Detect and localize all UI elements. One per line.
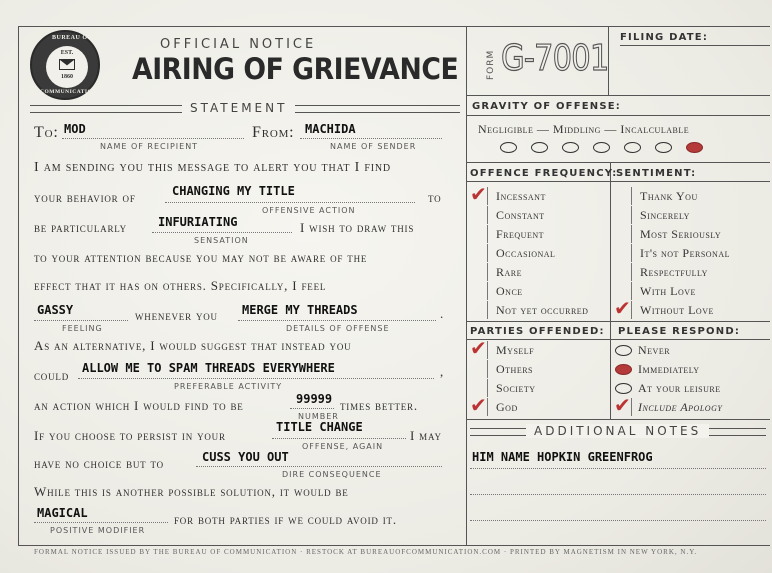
parties-option-label: Society bbox=[496, 381, 536, 395]
filing-date-label: FILING DATE: bbox=[620, 32, 709, 43]
frequency-checkbox-4[interactable] bbox=[468, 244, 488, 262]
frequency-option-label: Frequent bbox=[496, 227, 545, 241]
preferable-activity-caption: PREFERABLE ACTIVITY bbox=[174, 382, 283, 391]
offense-again-caption: OFFENSE, AGAIN bbox=[302, 442, 384, 451]
statement-bar bbox=[30, 102, 460, 116]
sentiment-checkbox-2[interactable] bbox=[612, 206, 632, 224]
number-caption: NUMBER bbox=[298, 412, 339, 421]
positive-modifier-underline bbox=[34, 522, 168, 523]
details-value[interactable]: MERGE MY THREADS bbox=[242, 303, 358, 317]
to-label: To: bbox=[34, 124, 59, 141]
details-caption: DETAILS OF OFFENSE bbox=[286, 324, 390, 333]
if-persist-text: If you choose to persist in your bbox=[34, 428, 226, 443]
offensive-action-value[interactable]: CHANGING MY TITLE bbox=[172, 184, 295, 198]
sentiment-option-label: Most Seriously bbox=[640, 227, 722, 241]
check-mark-icon: ✔ bbox=[470, 182, 487, 206]
frequency-option-label: Rare bbox=[496, 265, 523, 279]
envelope-icon bbox=[59, 59, 75, 70]
both-parties-text: for both parties if we could avoid it. bbox=[174, 512, 397, 527]
statement-line-1: I am sending you this message to alert you that I find bbox=[34, 160, 391, 175]
sender-value[interactable]: MACHIDA bbox=[305, 122, 356, 136]
respond-radio-2[interactable] bbox=[615, 364, 632, 375]
offensive-action-caption: OFFENSIVE ACTION bbox=[262, 206, 356, 215]
seal-year: 1860 bbox=[61, 74, 73, 80]
offensive-action-underline bbox=[165, 202, 415, 203]
sentiment-title: SENTIMENT: bbox=[616, 168, 697, 179]
frequency-option-label: Incessant bbox=[496, 189, 546, 203]
gravity-scale-label: Negligible — Middling — Incalculable bbox=[478, 122, 690, 136]
respond-option-label: Include Apology bbox=[638, 400, 723, 414]
notes-bar bbox=[470, 425, 766, 439]
official-notice-label: OFFICIAL NOTICE bbox=[160, 37, 317, 52]
sentiment-option-label: Without Love bbox=[640, 303, 714, 317]
dire-consequence-underline bbox=[196, 466, 442, 467]
parties-checkbox-2[interactable] bbox=[468, 360, 488, 378]
column-divider bbox=[466, 26, 467, 546]
recipient-underline bbox=[62, 138, 244, 139]
wish-to-draw-text: I wish to draw this bbox=[300, 220, 415, 235]
sensation-underline bbox=[152, 232, 292, 233]
frequency-title: OFFENCE FREQUENCY: bbox=[470, 168, 618, 179]
frame-left bbox=[18, 26, 19, 546]
sentiment-option-label: It's not Personal bbox=[640, 246, 730, 260]
times-better-text: times better. bbox=[340, 398, 418, 413]
details-underline bbox=[238, 320, 436, 321]
seal-center bbox=[46, 46, 88, 88]
frequency-option-label: Constant bbox=[496, 208, 545, 222]
recipient-caption: NAME OF RECIPIENT bbox=[100, 142, 199, 151]
sentiment-option-label: Sincerely bbox=[640, 208, 690, 222]
positive-modifier-caption: POSITIVE MODIFIER bbox=[50, 526, 146, 535]
form-number: G-7001 bbox=[501, 38, 609, 79]
parties-option-label: God bbox=[496, 400, 518, 414]
sensation-value[interactable]: INFURIATING bbox=[158, 215, 238, 229]
gravity-oval-2[interactable] bbox=[531, 142, 548, 153]
respond-title: PLEASE RESPOND: bbox=[618, 326, 741, 337]
sentiment-checkbox-4[interactable] bbox=[612, 244, 632, 262]
sentiment-checkbox-5[interactable] bbox=[612, 263, 632, 281]
preferable-activity-value[interactable]: ALLOW ME TO SPAM THREADS EVERYWHERE bbox=[82, 361, 335, 375]
parties-option-label: Others bbox=[496, 362, 534, 376]
number-value[interactable]: 99999 bbox=[296, 392, 333, 406]
could-text: could bbox=[34, 368, 69, 383]
positive-modifier-value[interactable]: MAGICAL bbox=[37, 506, 88, 520]
check-mark-icon: ✔ bbox=[470, 393, 487, 417]
feeling-caption: FEELING bbox=[62, 324, 103, 333]
statement-label: STATEMENT bbox=[182, 101, 295, 115]
preferable-activity-underline bbox=[78, 378, 434, 379]
respond-option-label: Immediately bbox=[638, 362, 700, 376]
feeling-underline bbox=[34, 320, 128, 321]
frequency-checkbox-5[interactable] bbox=[468, 263, 488, 281]
check-mark-icon: ✔ bbox=[470, 336, 487, 360]
respond-option-label: Never bbox=[638, 343, 671, 357]
sentiment-option-label: Respectfully bbox=[640, 265, 708, 279]
offense-again-value[interactable]: TITLE CHANGE bbox=[276, 420, 363, 434]
form-label: FORM bbox=[486, 49, 496, 80]
respond-option-label: At your leisure bbox=[638, 381, 721, 395]
frequency-option-label: Occasional bbox=[496, 246, 556, 260]
frequency-option-label: Once bbox=[496, 284, 523, 298]
number-underline bbox=[290, 408, 334, 409]
gravity-oval-1[interactable] bbox=[500, 142, 517, 153]
footer-text: FORMAL NOTICE ISSUED BY THE BUREAU OF COMMUNICATION · RESTOCK AT BUREAUOFCOMMUNICATION.COM · PRINTED BY MAGNETISM IN NEW YORK, N.Y. bbox=[34, 548, 698, 556]
gravity-oval-6[interactable] bbox=[655, 142, 672, 153]
sender-caption: NAME OF SENDER bbox=[330, 142, 417, 151]
an-action-text: an action which I would find to be bbox=[34, 398, 244, 413]
frequency-checkbox-3[interactable] bbox=[468, 225, 488, 243]
notes-title: ADDITIONAL NOTES bbox=[526, 424, 709, 438]
from-label: From: bbox=[252, 124, 295, 141]
bureau-seal-logo bbox=[30, 30, 100, 100]
feeling-value[interactable]: GASSY bbox=[37, 303, 74, 317]
form-paper: BUREAU OF COMMUNICATION EST. 1860 OFFICIAL NOTICE AIRING OF GRIEVANCE FORM G-7001 FILING DATE: STATEMENT To: MOD NAME OF RECIPIENT From: MACHIDA NAME OF SENDER I am sending you this message to alert you that I find your behavior of CHANGING MY TITLE to OFFENSIVE ACTION be particularly INFURIATING I wish to draw this SENSATION to your attention because you may not be aware of the effect that it has on others. Specifically, I feel GASSY whenever you MERGE MY THREADS . FEELING DETAILS OF OFFENSE As an alternative, I would suggest that instead you could ALLOW ME TO SPAM THREADS EVERYWHERE , PREFERABLE ACTIVITY an action which I would find to be 99999 times better. NUMBER If you choose to persist in your TITLE CHANGE I may OFFENSE, AGAIN have no choice but to CUSS YOU OUT DIRE CONSEQUENCE While this is another possible solution, it would be MAGICAL for both parties if we could avoid it. POSITIVE MODIFIER GRAVITY OF OFFENSE: Negligible — Middling — Incalculable OFFENCE FREQUENCY: SENTIMENT: ✔ Incessant Constant Frequent Occasional Rare Once Not yet occurred Thank You Sincerely Most Seriously It's not Personal Respectfully With Love ✔ Without Love PARTIES OFFENDED: PLEASE RESPOND: ✔ Myself Others Society ✔ God Never Immediately At your leisure ✔ Include Apology ADDITIONAL NOTES HIM NAME HOPKIN GREENFROG FORMAL NOTICE ISSUED BY THE BUREAU OF COMMUNICATION · RESTOCK AT BUREAUOFCOMMUNICATION.COM · PRINTED BY MAGNETISM IN NEW YORK, N.Y. bbox=[0, 0, 772, 573]
header-bottom-rule bbox=[466, 95, 770, 96]
page-title: AIRING OF GRIEVANCE bbox=[132, 52, 459, 86]
frame-top bbox=[18, 26, 770, 27]
frequency-option-label: Not yet occurred bbox=[496, 303, 589, 317]
sender-underline bbox=[300, 138, 442, 139]
respond-radio-1[interactable] bbox=[615, 345, 632, 356]
to-word: to bbox=[428, 190, 442, 205]
check-mark-icon: ✔ bbox=[614, 296, 631, 320]
seal-top-text: BUREAU OF bbox=[52, 35, 92, 41]
no-choice-text: have no choice but to bbox=[34, 456, 164, 471]
sentiment-checkbox-3[interactable] bbox=[612, 225, 632, 243]
sentiment-option-label: Thank You bbox=[640, 189, 698, 203]
notes-text[interactable]: HIM NAME HOPKIN GREENFROG bbox=[472, 450, 653, 464]
statement-line-effect: effect that it has on others. Specifically, I feel bbox=[34, 278, 327, 293]
frame-bottom bbox=[18, 545, 770, 546]
gravity-title: GRAVITY OF OFFENSE: bbox=[472, 101, 621, 112]
gravity-oval-3[interactable] bbox=[562, 142, 579, 153]
sentiment-checkbox-1[interactable] bbox=[612, 187, 632, 205]
dire-consequence-value[interactable]: CUSS YOU OUT bbox=[202, 450, 289, 464]
statement-line-attention: to your attention because you may not be aware of the bbox=[34, 250, 368, 265]
recipient-value[interactable]: MOD bbox=[64, 122, 86, 136]
parties-option-label: Myself bbox=[496, 343, 535, 357]
dire-consequence-caption: DIRE CONSEQUENCE bbox=[282, 470, 382, 479]
statement-line-while: While this is another possible solution, it would be bbox=[34, 484, 349, 499]
parties-title: PARTIES OFFENDED: bbox=[470, 326, 605, 337]
offense-again-underline bbox=[272, 438, 406, 439]
statement-line-alternative: As an alternative, I would suggest that instead you bbox=[34, 338, 352, 353]
check-mark-icon: ✔ bbox=[614, 393, 631, 417]
gravity-oval-4[interactable] bbox=[593, 142, 610, 153]
be-particularly-text: be particularly bbox=[34, 220, 127, 235]
sentiment-option-label: With Love bbox=[640, 284, 696, 298]
filing-date-field[interactable] bbox=[620, 45, 770, 46]
seal-est: EST. bbox=[60, 50, 74, 56]
your-behavior-text: your behavior of bbox=[34, 190, 136, 205]
frequency-checkbox-7[interactable] bbox=[468, 301, 488, 319]
whenever-you-text: whenever you bbox=[135, 308, 218, 323]
frequency-checkbox-6[interactable] bbox=[468, 282, 488, 300]
gravity-oval-5[interactable] bbox=[624, 142, 641, 153]
gravity-oval-7[interactable] bbox=[686, 142, 703, 153]
sensation-caption: SENSATION bbox=[194, 236, 249, 245]
frequency-checkbox-2[interactable] bbox=[468, 206, 488, 224]
i-may-text: I may bbox=[410, 428, 442, 443]
seal-bottom-text: COMMUNICATION bbox=[40, 89, 97, 95]
